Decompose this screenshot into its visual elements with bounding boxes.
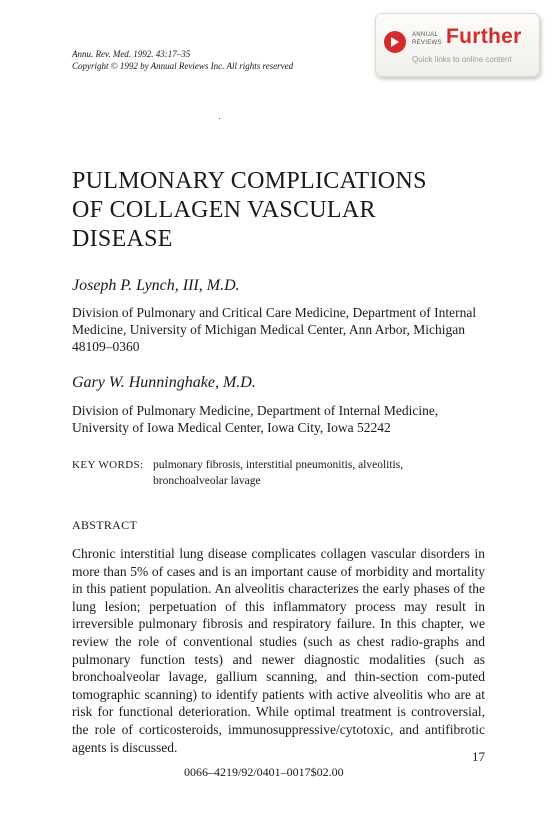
copyright-notice: Copyright © 1992 by Annual Reviews Inc. All rights reserved <box>72 61 294 71</box>
publisher-line-2: REVIEWS <box>412 40 442 46</box>
further-brand: Further <box>446 25 522 48</box>
further-banner[interactable] <box>375 13 540 77</box>
title-line: PULMONARY COMPLICATIONS <box>72 168 427 194</box>
title-line: DISEASE <box>72 226 173 252</box>
keywords-line: bronchoalveolar lavage <box>153 475 261 487</box>
keywords-line: pulmonary fibrosis, interstitial pneumonitis, alveolitis, <box>153 459 404 471</box>
page-number: 17 <box>472 749 485 764</box>
banner-tagline: Quick links to online content <box>412 55 512 64</box>
author-affiliation: Division of Pulmonary and Critical Care Medicine, Department of Internal Medicine, University of Michigan Medical Center, Ann Arbor, Michigan 48109–0360 <box>72 305 477 354</box>
journal-citation: Annu. Rev. Med. 1992. 43:17–35 <box>72 49 191 59</box>
article-code: 0066–4219/92/0401–0017$02.00 <box>184 765 344 779</box>
annual-reviews-logo-icon <box>384 31 406 53</box>
abstract-heading: ABSTRACT <box>72 518 138 532</box>
stray-mark <box>219 118 220 119</box>
publisher-wordmark <box>412 31 442 47</box>
keywords-label: KEY WORDS: <box>72 459 144 471</box>
journal-citation-block <box>72 48 293 72</box>
article-title <box>72 167 427 254</box>
author-name: Gary W. Hunninghake, M.D. <box>72 374 256 391</box>
abstract-text: Chronic interstitial lung disease complicates collagen vascular disorders in more than 5% of cases and is an important cause of morbidity and mortality in this patient population. An alveolitis characterizes the early phases of the lung lesion; perpetuation of this inflammatory process may result in irreversible pulmonary fibrosis and respiratory failure. In this chapter, we review the role of conventional studies (such as chest radio-graphs and pulmonary function tests) and newer diagnostic modalities (such as bronchoalveolar lavage, gallium scanning, and thin-section com-puted tomographic scanning) to identify patients with active alveolitis who are at risk for functional deterioration. While optimal treatment is controversial, the role of corticosteroids, immunosuppressive/cytotoxic, and antifibrotic agents is discussed. <box>72 546 485 755</box>
title-line: OF COLLAGEN VASCULAR <box>72 197 376 223</box>
author-name: Joseph P. Lynch, III, M.D. <box>72 277 240 294</box>
keywords-list <box>153 457 473 489</box>
publisher-line-1: ANNUAL <box>412 32 439 38</box>
author-affiliation: Division of Pulmonary Medicine, Department of Internal Medicine, University of Iowa Medical Center, Iowa City, Iowa 52242 <box>72 403 439 435</box>
